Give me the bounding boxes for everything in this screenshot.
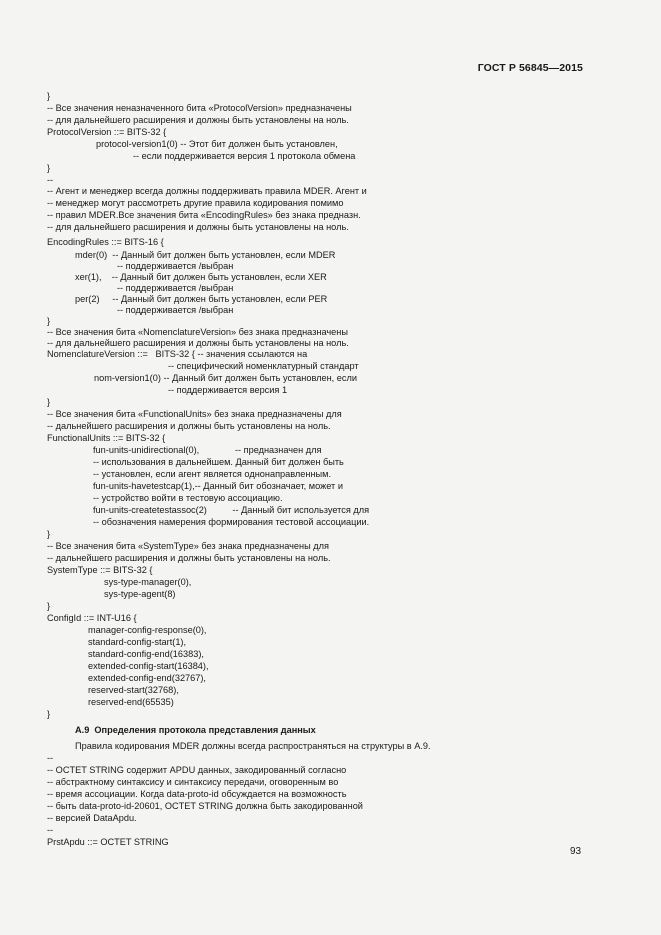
- code-line: -- менеджер могут рассмотреть другие правила кодирования помимо: [47, 198, 344, 208]
- code-line: -- если поддерживается версия 1 протокола обмена: [133, 151, 356, 161]
- code-line: mder(0) -- Данный бит должен быть установлен, если MDER: [75, 250, 336, 260]
- code-line: -- поддерживается /выбран: [117, 261, 234, 271]
- code-line: NomenclatureVersion ::= BITS-32 { -- значения ссылаются на: [47, 349, 308, 359]
- code-line: protocol-version1(0) -- Этот бит должен быть установлен,: [96, 139, 338, 149]
- code-line: standard-config-end(16383),: [88, 649, 204, 659]
- code-line: -- поддерживается /выбран: [117, 283, 234, 293]
- code-line: reserved-end(65535): [88, 697, 174, 707]
- code-line: -- Все значения бита «FunctionalUnits» без знака предназначены для: [47, 409, 342, 419]
- code-line: per(2) -- Данный бит должен быть установлен, если PER: [75, 294, 328, 304]
- code-line: sys-type-agent(8): [104, 589, 176, 599]
- code-line: FunctionalUnits ::= BITS-32 {: [47, 433, 166, 443]
- code-line: -- время ассоциации. Когда data-proto-id обсуждается на возможность: [47, 789, 347, 799]
- code-line: fun-units-createtestassoc(2) -- Данный бит используется для: [93, 505, 370, 515]
- code-line: --: [47, 825, 54, 835]
- code-line: reserved-start(32768),: [88, 685, 179, 695]
- code-line: SystemType ::= BITS-32 {: [47, 565, 153, 575]
- code-line: -- специфический номенклатурный стандарт: [168, 361, 359, 371]
- code-line: -- для дальнейшего расширения и должны быть установлены на ноль.: [47, 338, 349, 348]
- code-line: -- дальнейшего расширения и должны быть установлены на ноль.: [47, 553, 331, 563]
- code-line: EncodingRules ::= BITS-16 {: [47, 237, 164, 247]
- code-line: standard-config-start(1),: [88, 637, 187, 647]
- code-line: -- для дальнейшего расширения и должны быть установлены на ноль.: [47, 222, 349, 232]
- code-line: manager-config-response(0),: [88, 625, 207, 635]
- section-heading: A.9 Определения протокола представления данных: [75, 725, 316, 735]
- code-line: -- Все значения неназначенного бита «ProtocolVersion» предназначены: [47, 103, 352, 113]
- code-line: extended-config-end(32767),: [88, 673, 206, 683]
- page-number: 93: [570, 846, 582, 857]
- code-line: -- установлен, если агент является однонаправленным.: [93, 469, 332, 479]
- code-line: }: [47, 163, 51, 173]
- code-line: Правила кодирования MDER должны всегда распространяться на структуры в А.9.: [75, 741, 431, 751]
- code-line: -- абстрактному синтаксису и синтаксису передачи, оговоренным во: [47, 777, 339, 787]
- code-line: -- использования в дальнейшем. Данный бит должен быть: [93, 457, 344, 467]
- code-line: nom-version1(0) -- Данный бит должен быть установлен, если: [94, 373, 357, 383]
- code-line: -- Все значения бита «SystemType» без знака предназначены для: [47, 541, 329, 551]
- code-line: }: [47, 709, 51, 719]
- code-line: sys-type-manager(0),: [104, 577, 192, 587]
- code-line: fun-units-havetestcap(1),-- Данный бит обозначает, может и: [93, 481, 343, 491]
- code-line: -- OCTET STRING содержит APDU данных, закодированный согласно: [47, 765, 347, 775]
- code-line: -- поддерживается версия 1: [168, 385, 288, 395]
- code-line: -- версией DataApdu.: [47, 813, 137, 823]
- code-line: PrstApdu ::= OCTET STRING: [47, 837, 169, 847]
- standard-header: ГОСТ Р 56845—2015: [477, 62, 583, 74]
- code-line: }: [47, 529, 51, 539]
- code-line: ConfigId ::= INT-U16 {: [47, 613, 137, 623]
- code-line: --: [47, 175, 54, 185]
- code-line: }: [47, 91, 51, 101]
- code-line: }: [47, 397, 51, 407]
- code-line: fun-units-unidirectional(0), -- предназначен для: [93, 445, 322, 455]
- code-line: -- Все значения бита «NomenclatureVersion» без знака предназначены: [47, 327, 348, 337]
- code-line: -- устройство войти в тестовую ассоциацию.: [93, 493, 283, 503]
- code-line: -- правил MDER.Все значения бита «EncodingRules» без знака предназн.: [47, 210, 361, 220]
- code-line: --: [47, 753, 54, 763]
- code-line: xer(1), -- Данный бит должен быть установлен, если XER: [75, 272, 327, 282]
- code-line: }: [47, 316, 51, 326]
- code-line: -- быть data-proto-id-20601, OCTET STRING должна быть закодированной: [47, 801, 363, 811]
- code-line: -- Агент и менеджер всегда должны поддерживать правила MDER. Агент и: [47, 186, 367, 196]
- code-line: extended-config-start(16384),: [88, 661, 209, 671]
- code-line: -- дальнейшего расширения и должны быть установлены на ноль.: [47, 421, 331, 431]
- code-line: -- для дальнейшего расширения и должны быть установлены на ноль.: [47, 115, 349, 125]
- code-line: ProtocolVersion ::= BITS-32 {: [47, 127, 167, 137]
- code-line: }: [47, 601, 51, 611]
- code-line: -- обозначения намерения формирования тестовой ассоциации.: [93, 517, 370, 527]
- code-line: -- поддерживается /выбран: [117, 305, 234, 315]
